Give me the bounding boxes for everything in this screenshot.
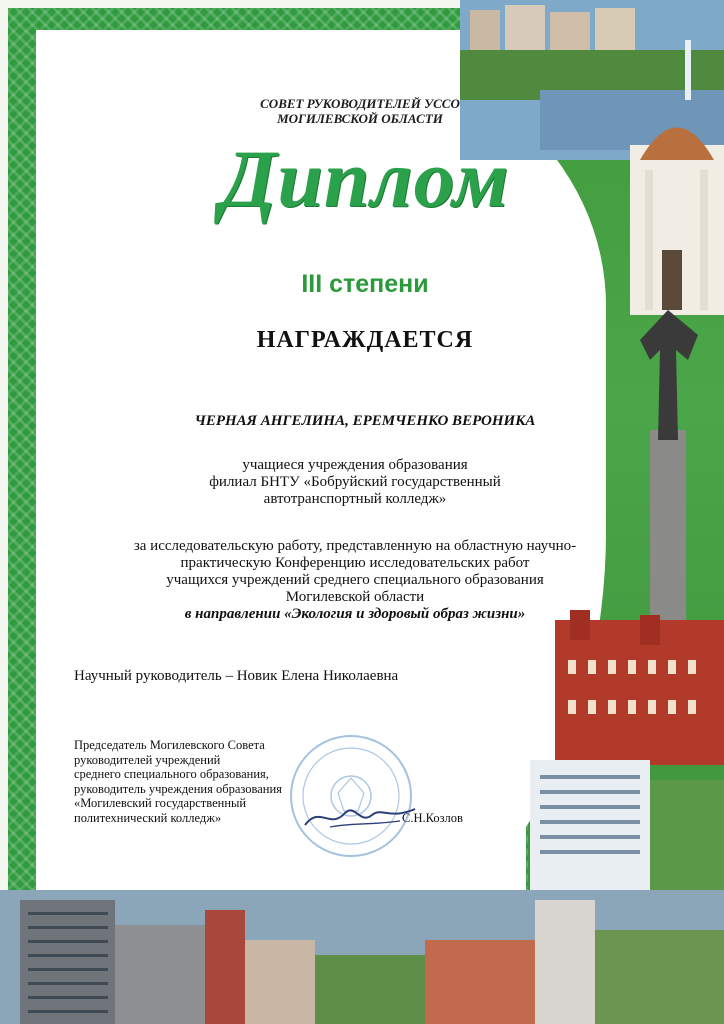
diploma-title: Диплом [220, 133, 510, 224]
signatory-line-2: руководителей учреждений [74, 752, 221, 767]
building-photo [550, 12, 590, 52]
recipient-names: ЧЕРНАЯ АНГЕЛИНА, ЕРЕМЧЕНКО ВЕРОНИКА [194, 413, 536, 429]
signatory-block [74, 738, 282, 825]
reason-line-1: за исследовательскую работу, представленную на областную научно- [133, 538, 577, 554]
office-building-photo [530, 760, 650, 900]
scientific-leader: Научный руководитель – Новик Елена Николаевна [74, 668, 399, 684]
institution-block [150, 457, 560, 508]
signer-name: С.Н.Козлов [402, 811, 463, 825]
building-photo [505, 5, 545, 53]
reason-line-3: учащихся учреждений среднего специального образования [166, 572, 544, 588]
building-photo [425, 940, 535, 1024]
reason-line-4: Могилевской области [285, 589, 425, 605]
rotunda-statue [662, 250, 682, 310]
signatory-line-3: среднего специального образования, [74, 767, 269, 781]
trees-photo [595, 930, 724, 1024]
signatory-line-4: руководитель учреждения образования [74, 781, 282, 796]
red-building-photo [555, 620, 724, 765]
trees-photo [315, 955, 425, 1024]
organization-line-1: СОВЕТ РУКОВОДИТЕЛЕЙ УССО [260, 96, 460, 111]
monument-column [650, 430, 686, 640]
fountain-photo [685, 40, 691, 100]
signatory-line-1: Председатель Могилевского Совета [74, 738, 265, 752]
diploma-degree: III степени [301, 270, 429, 298]
organization-line-2: МОГИЛЕВСКОЙ ОБЛАСТИ [277, 111, 443, 126]
rotunda-column [645, 170, 653, 310]
building-photo [535, 900, 595, 1024]
signatory-line-5: «Могилевский государственный [74, 796, 247, 810]
rotunda-column [700, 170, 708, 310]
tall-building-photo [20, 900, 115, 1024]
building-photo [115, 925, 205, 1024]
institution-line-3: автотранспортный колледж» [263, 491, 447, 507]
building-photo [205, 910, 245, 1024]
reason-block [60, 538, 650, 623]
reason-line-2: практическую Конференцию исследовательских работ [180, 555, 530, 571]
building-photo [245, 940, 315, 1024]
institution-line-1: учащиеся учреждения образования [242, 457, 468, 473]
building-photo [470, 10, 500, 50]
reason-direction: в направлении «Экология и здоровый образ жизни» [184, 606, 526, 622]
signatory-line-6: политехнический колледж» [74, 810, 222, 825]
awarded-heading: НАГРАЖДАЕТСЯ [256, 327, 474, 353]
building-photo [595, 8, 635, 52]
institution-line-2: филиал БНТУ «Бобруйский государственный [209, 474, 501, 490]
